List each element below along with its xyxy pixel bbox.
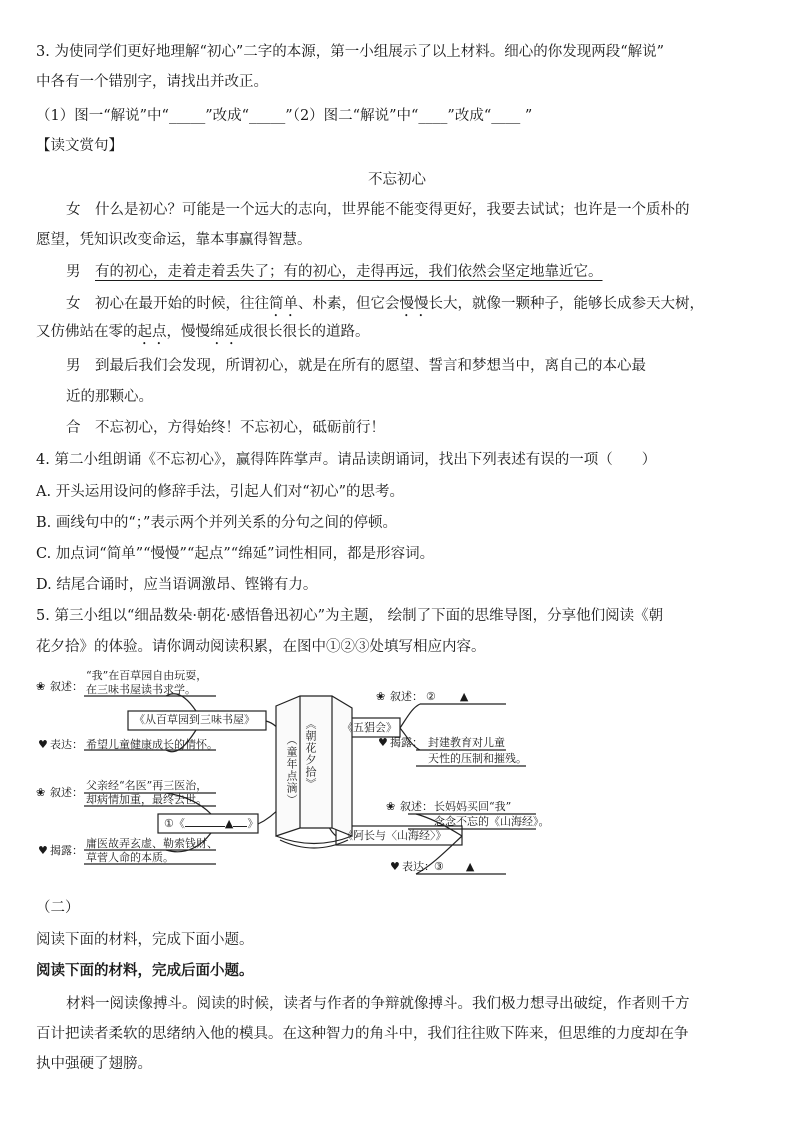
poem-male-2b: 近的那颗心。 (66, 389, 153, 405)
text-run: ，慢慢 (166, 324, 210, 340)
q3-line-2: 中各有一个错别字，请找出并改正。 (36, 74, 268, 90)
dotted-word-jiandan: 简单 (269, 296, 298, 312)
heart-icon: ♥ (38, 844, 48, 857)
text-run: 、朴素，但它会 (298, 296, 400, 312)
left-1-node: 《从百草园到三味书屋》 (134, 713, 255, 726)
text-run: 成很长很长的道路。 (239, 324, 370, 340)
poem-female-1b: 愿望，凭知识改变命运，靠本事赢得智慧。 (36, 232, 312, 248)
q4-option-a: A. 开头运用设问的修辞手法，引起人们对“初心”的思考。 (36, 484, 405, 500)
material-line-1: 材料一阅读像搏斗。阅读的时候，读者与作者的争辩就像搏斗。我们极力想寻出破绽，作者则千方 (66, 996, 690, 1012)
left-4-label: 揭露： (50, 844, 83, 857)
right-4-label: 表达： (402, 860, 435, 873)
left-1-text-1: “我”在百草园自由玩耍， (86, 669, 208, 682)
q5-line-1: 5. 第三小组以“细品数朵·朝花·感悟鲁迅初心”为主题， 绘制了下面的思维导图，分享他们阅读《朝 (36, 608, 664, 624)
material-line-3: 执中强硬了翅膀。 (36, 1056, 152, 1072)
book-subtitle: （童年点滴） (285, 734, 298, 806)
flower-icon: ❀ (36, 786, 46, 799)
poem-female-2a (66, 294, 704, 320)
left-3-text-2: 却病情加重，最终去世。 (86, 793, 207, 806)
right-3-label: 叙述： (400, 800, 433, 813)
blank-2-field[interactable] (426, 690, 468, 704)
part2-intro-bold: 阅读下面的材料，完成后面小题。 (36, 962, 254, 979)
right-1-node: 《五猖会》 (342, 721, 397, 734)
mind-map (36, 666, 776, 886)
blank-3-field[interactable] (434, 860, 474, 874)
q5-line-2: 花夕拾》的体验。请你调动阅读积累，在图中①②③处填写相应内容。 (36, 639, 486, 655)
poem-female-2b (36, 322, 370, 348)
material-line-2: 百计把读者柔软的思绪纳入他的模具。在这种智力的角斗中，我们往往败下阵来，但思维的力度却在争 (36, 1026, 689, 1042)
left-1-label: 叙述： (50, 680, 83, 693)
right-3-text-2: 念念不忘的《山海经》。 (434, 815, 550, 828)
book-title: 《朝花夕拾》 (304, 718, 317, 790)
triangle-icon: ▲ (459, 690, 469, 703)
heart-icon: ♥ (38, 738, 48, 751)
left-2-text: 希望儿童健康成长的情怀。 (86, 738, 218, 751)
flower-icon: ❀ (376, 690, 386, 703)
flower-icon: ❀ (36, 680, 46, 693)
q3-fill-line: （1）图一“解说”中“_____”改成“_____”（2）图二“解说”中“____”改成“____ ” (36, 108, 533, 124)
section-heading: 【读文赏句】 (36, 138, 123, 154)
q4-stem: 4. 第二小组朗诵《不忘初心》，赢得阵阵掌声。请品读朗诵词，找出下列表述有误的一项（ ） (36, 452, 657, 468)
q4-option-d: D. 结尾合诵时，应当语调激昂、铿锵有力。 (36, 577, 318, 593)
left-2-label: 表达： (50, 738, 83, 751)
left-1-text-2: 在三味书屋读书求学。 (86, 683, 196, 696)
underlined-sentence: 有的初心，走着走着丢失了；有的初心，走得再远，我们依然会坚定地靠近它。 (95, 264, 603, 280)
poem-male-label: 男 (66, 264, 95, 280)
left-3-text-1: 父亲经“名医”再三医治， (86, 779, 208, 792)
poem-male-1 (66, 262, 603, 282)
flower-icon: ❀ (386, 800, 396, 813)
poem-chorus: 合 不忘初心，方得始终！不忘初心，砥砺前行！ (66, 420, 385, 436)
heart-icon: ♥ (390, 860, 400, 873)
right-3-text-1: 长妈妈买回“我” (434, 800, 512, 813)
triangle-icon: ▲ (465, 860, 475, 873)
poem-female-1a: 女 什么是初心？可能是一个远大的志向，世界能不能变得更好，我要去试试；也许是一个质朴的 (66, 202, 690, 218)
blank-2-label: ② (426, 690, 436, 703)
dotted-word-mianyan: 绵延 (210, 324, 239, 340)
triangle-icon: ▲ (224, 817, 234, 830)
poem-male-2a: 男 到最后我们会发现，所谓初心，就是在所有的愿望、誓言和梦想当中，离自己的本心最 (66, 358, 646, 374)
text-run: 又仿佛站在零的 (36, 324, 138, 340)
poem-title: 不忘初心 (368, 172, 426, 188)
right-3-node: 《阿长与〈山海经〉》 (342, 829, 447, 842)
right-1-label: 叙述： (390, 690, 423, 703)
blank-3-label: ③ (434, 860, 444, 873)
q3-line-1: 3. 为使同学们更好地理解“初心”二字的本源，第一小组展示了以上材料。细心的你发现两段“解说” (36, 44, 665, 60)
blank-1-field[interactable] (185, 826, 225, 827)
q4-option-b: B. 画线句中的“；”表示两个并列关系的分句之间的停顿。 (36, 515, 397, 531)
heart-icon: ♥ (378, 736, 388, 749)
blank-1-node (164, 817, 258, 831)
blank-1-label: ①《 (164, 817, 185, 830)
part2-heading: （二） (36, 900, 80, 916)
left-4-text-1: 庸医故弄玄虚、勒索钱财、 (86, 837, 218, 850)
left-3-label: 叙述： (50, 786, 83, 799)
q4-option-c: C. 加点词“简单”“慢慢”“起点”“绵延”词性相同，都是形容词。 (36, 546, 435, 562)
left-4-text-2: 草菅人命的本质。 (86, 851, 174, 864)
right-2-text-1: 封建教育对儿童 (428, 736, 505, 749)
blank-1-end: 》 (247, 817, 259, 830)
text-run: 女 初心在最开始的时候，往往 (66, 296, 269, 312)
right-2-text-2: 天性的压制和摧残。 (428, 752, 527, 765)
part2-intro: 阅读下面的材料，完成下面小题。 (36, 932, 254, 948)
dotted-word-manman: 慢慢 (399, 296, 429, 312)
dotted-word-qidian: 起点 (137, 324, 167, 340)
right-2-label: 揭露： (390, 736, 423, 749)
text-run: 长大，就像一颗种子，能够长成参天大树， (428, 296, 704, 312)
